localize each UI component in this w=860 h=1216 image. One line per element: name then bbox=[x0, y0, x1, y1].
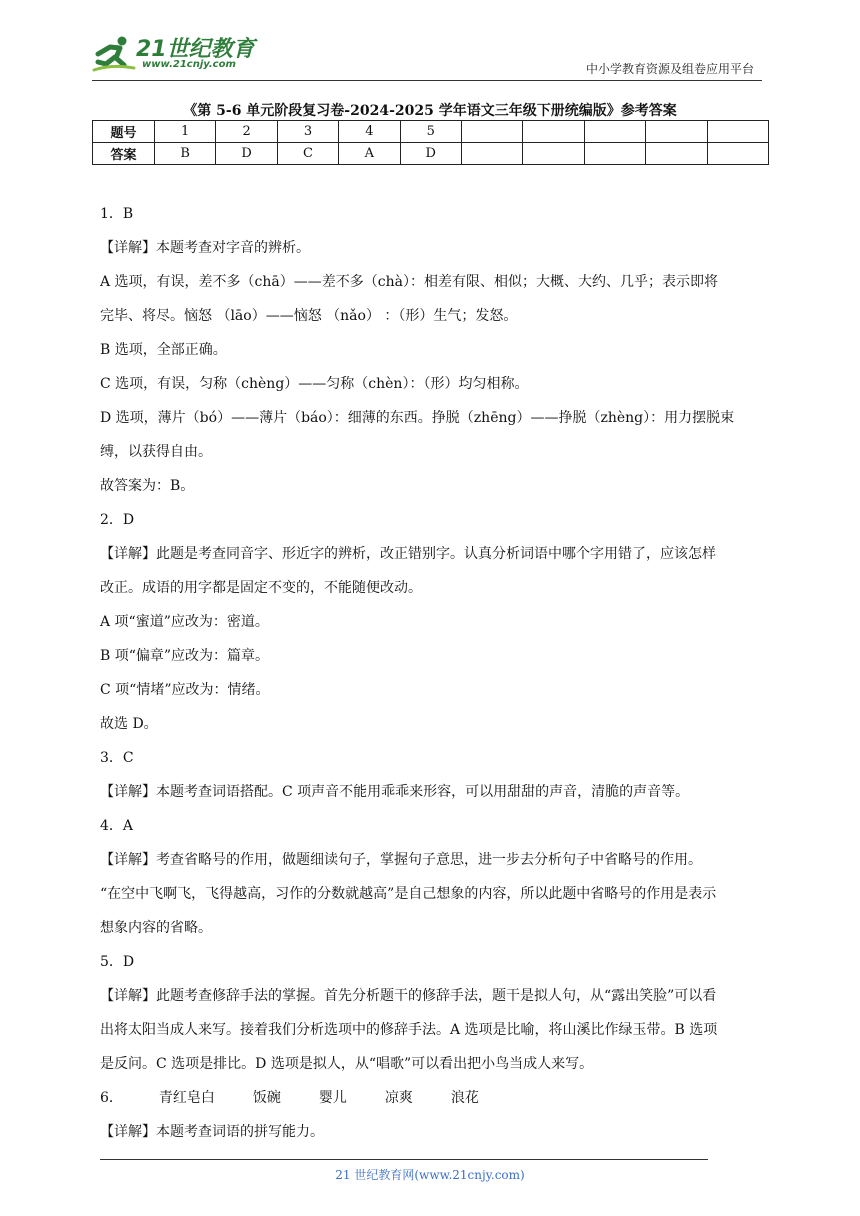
q6-answer-line bbox=[100, 1081, 764, 1115]
answer-cell bbox=[461, 143, 522, 165]
text-line: “在空中飞啊飞，飞得越高，习作的分数就越高”是自己想象的内容，所以此题中省略号的作用是表示 bbox=[100, 886, 717, 902]
text-line: B 选项，全部正确。 bbox=[100, 342, 227, 358]
answer-table-number-row bbox=[93, 121, 769, 143]
q6-number: 6． bbox=[100, 1090, 123, 1106]
text-line: 完毕、将尽。恼怒 （lāo）——恼怒 （nǎo） ：（形）生气；发怒。 bbox=[100, 308, 518, 324]
text-line: 想象内容的省略。 bbox=[100, 920, 212, 936]
text-line: 【详解】本题考查词语的拼写能力。 bbox=[100, 1124, 324, 1140]
text-line: 3．C bbox=[100, 750, 134, 766]
answer-table-answer-row bbox=[93, 143, 769, 165]
answer-cell bbox=[646, 143, 707, 165]
row-header-number: 题号 bbox=[93, 121, 155, 143]
question-number-cell: 2 bbox=[216, 121, 277, 143]
text-line: 4．A bbox=[100, 818, 134, 834]
running-figure-icon bbox=[92, 34, 136, 74]
question-number-cell bbox=[523, 121, 584, 143]
logo-url: www.21cnjy.com bbox=[142, 59, 236, 70]
document-title: 《第 5-6 单元阶段复习卷-2024-2025 学年语文三年级下册统编版》参考答案 bbox=[183, 103, 677, 119]
question-number-cell bbox=[646, 121, 707, 143]
question-number-cell: 3 bbox=[277, 121, 338, 143]
text-line: 【详解】此题是考查同音字、形近字的辨析，改正错别字。认真分析词语中哪个字用错了，应该怎样 bbox=[100, 546, 716, 562]
footer-divider bbox=[100, 1159, 708, 1160]
q6-word: 婴儿 bbox=[318, 1090, 347, 1106]
footer-link[interactable]: 21 世纪教育网(www.21cnjy.com) bbox=[335, 1168, 525, 1182]
question-number-cell bbox=[584, 121, 645, 143]
answer-cell: D bbox=[400, 143, 461, 165]
text-line: B 项“偏章”应改为：篇章。 bbox=[100, 648, 270, 664]
text-line: 2．D bbox=[100, 512, 135, 528]
text-line: 故答案为：B。 bbox=[100, 478, 195, 494]
question-number-cell: 4 bbox=[339, 121, 400, 143]
answer-explanations bbox=[100, 197, 764, 1149]
text-line: 出将太阳当成人来写。接着我们分析选项中的修辞手法。A 选项是比喻，将山溪比作绿玉带。B 选项 bbox=[100, 1022, 718, 1038]
text-line: 【详解】本题考查对字音的辨析。 bbox=[100, 240, 310, 256]
q6-word: 凉爽 bbox=[384, 1090, 413, 1106]
q6-word: 青红皂白 bbox=[158, 1090, 215, 1106]
answer-cell bbox=[707, 143, 768, 165]
logo-text: 21世纪教育 bbox=[136, 37, 255, 62]
text-line: 5．D bbox=[100, 954, 135, 970]
answer-cell bbox=[523, 143, 584, 165]
text-line: 故选 D。 bbox=[100, 716, 158, 732]
text-line: C 选项，有误，匀称（chèng）——匀称（chèn）：（形）均匀相称。 bbox=[100, 376, 529, 392]
text-line: 【详解】本题考查词语搭配。C 项声音不能用乖乖来形容，可以用甜甜的声音，清脆的声音等。 bbox=[100, 784, 690, 800]
header-divider bbox=[92, 80, 762, 81]
site-logo[interactable] bbox=[92, 34, 262, 78]
text-line: 1．B bbox=[100, 206, 134, 222]
question-number-cell bbox=[461, 121, 522, 143]
question-number-cell bbox=[707, 121, 768, 143]
answer-table bbox=[92, 120, 769, 165]
q6-word: 浪花 bbox=[450, 1090, 479, 1106]
q6-word: 饭碗 bbox=[252, 1090, 281, 1106]
answer-cell: B bbox=[155, 143, 216, 165]
answer-cell: A bbox=[339, 143, 400, 165]
question-number-cell: 5 bbox=[400, 121, 461, 143]
header-platform-text: 中小学教育资源及组卷应用平台 bbox=[585, 62, 754, 76]
page-header bbox=[0, 0, 860, 80]
answer-cell bbox=[584, 143, 645, 165]
row-header-answer: 答案 bbox=[93, 143, 155, 165]
text-line: 是反问。C 选项是排比。D 选项是拟人，从“唱歌”可以看出把小鸟当成人来写。 bbox=[100, 1056, 594, 1072]
text-line: A 选项，有误，差不多（chā）——差不多（chà）：相差有限、相似；大概、大约、几乎；表示即将 bbox=[100, 274, 718, 290]
text-line: 缚，以获得自由。 bbox=[100, 444, 212, 460]
text-line: A 项“蜜道”应改为：密道。 bbox=[100, 614, 269, 630]
text-line: 【详解】此题考查修辞手法的掌握。首先分析题干的修辞手法，题干是拟人句，从“露出笑脸”可以看 bbox=[100, 988, 717, 1004]
answer-cell: D bbox=[216, 143, 277, 165]
text-line: 改正。成语的用字都是固定不变的，不能随便改动。 bbox=[100, 580, 422, 596]
text-line: C 项“情堵”应改为：情绪。 bbox=[100, 682, 270, 698]
question-number-cell: 1 bbox=[155, 121, 216, 143]
answer-cell: C bbox=[277, 143, 338, 165]
text-line: D 选项，薄片（bó）——薄片（báo）：细薄的东西。挣脱（zhēng）——挣脱（zhèng）：用力摆脱束 bbox=[100, 410, 735, 426]
text-line: 【详解】考查省略号的作用，做题细读句子，掌握句子意思，进一步去分析句子中省略号的作用。 bbox=[100, 852, 702, 868]
